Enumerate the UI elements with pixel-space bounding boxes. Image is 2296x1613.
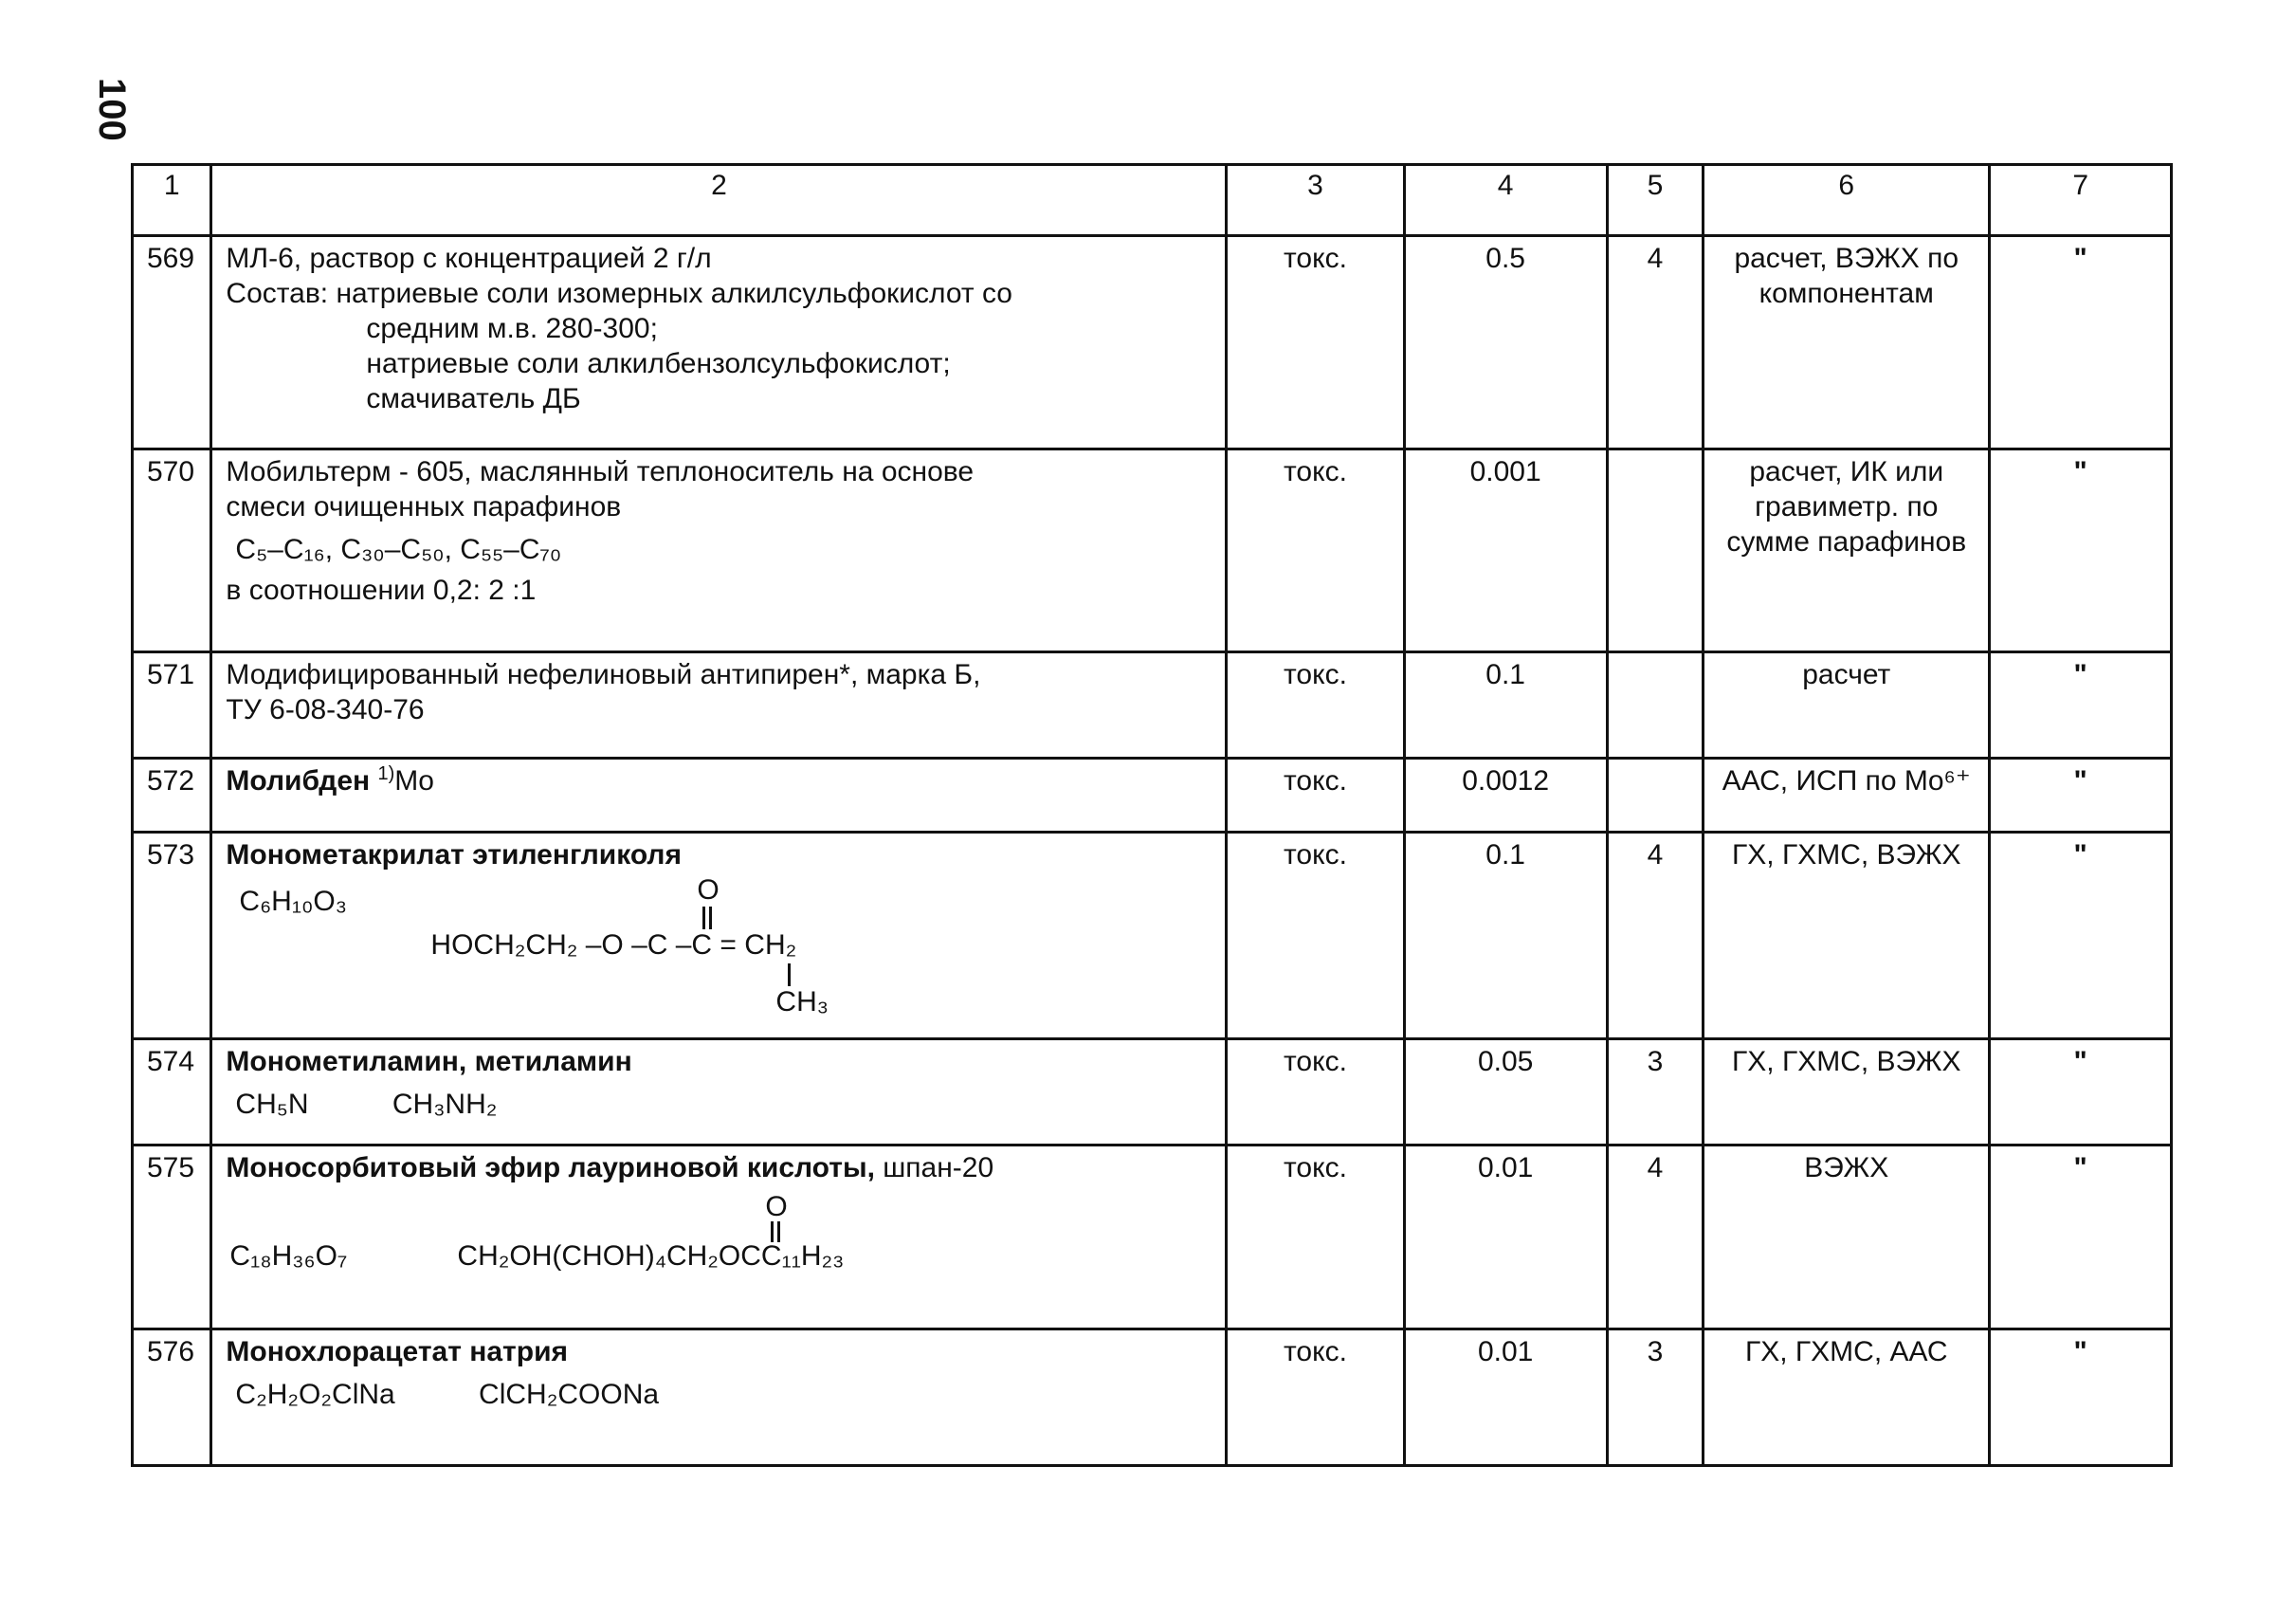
limit-value-cell: 0.1 bbox=[1404, 833, 1607, 1039]
column-header: 6 bbox=[1704, 165, 1990, 236]
note-cell: " bbox=[1990, 833, 2172, 1039]
column-header: 4 bbox=[1404, 165, 1607, 236]
substance-cell bbox=[211, 1146, 1227, 1329]
hazard-class-cell bbox=[1607, 759, 1703, 833]
substance-name-rest: шпан-20 bbox=[874, 1152, 994, 1183]
hazard-class-cell: 4 bbox=[1607, 236, 1703, 449]
table-row bbox=[133, 652, 2172, 759]
limit-value-cell: 0.5 bbox=[1404, 236, 1607, 449]
structural-formula bbox=[226, 872, 1212, 1017]
row-number: 570 bbox=[133, 449, 211, 652]
substance-cell bbox=[211, 1329, 1227, 1466]
column-header: 1 bbox=[133, 165, 211, 236]
molecular-formula: C₂H₂O₂ClNa bbox=[235, 1379, 395, 1410]
table-row bbox=[133, 759, 2172, 833]
note-cell: " bbox=[1990, 236, 2172, 449]
table-row bbox=[133, 1329, 2172, 1466]
toxicity-cell: токс. bbox=[1227, 1039, 1404, 1146]
toxicity-cell: токс. bbox=[1227, 1329, 1404, 1466]
hazard-class-cell: 4 bbox=[1607, 833, 1703, 1039]
ratio-text: в соотношении 0,2: 2 :1 bbox=[226, 575, 537, 606]
note-cell: " bbox=[1990, 1039, 2172, 1146]
note-cell: " bbox=[1990, 759, 2172, 833]
row-number: 576 bbox=[133, 1329, 211, 1466]
structural-formula bbox=[226, 1185, 1212, 1290]
substance-name: Молибден bbox=[226, 765, 371, 797]
carbonyl-oxygen: O bbox=[697, 874, 720, 906]
structural-formula: CH₃NH₂ bbox=[392, 1089, 498, 1120]
page-number: 100 bbox=[91, 78, 133, 141]
limit-value-cell: 0.05 bbox=[1404, 1039, 1607, 1146]
substance-cell bbox=[211, 833, 1227, 1039]
toxicity-cell: токс. bbox=[1227, 1146, 1404, 1329]
note-cell: " bbox=[1990, 652, 2172, 759]
methyl-group: CH₃ bbox=[775, 986, 829, 1017]
toxicity-cell: токс. bbox=[1227, 833, 1404, 1039]
substance-name-cont: ТУ 6-08-340-76 bbox=[226, 694, 425, 725]
toxicity-cell: токс. bbox=[1227, 449, 1404, 652]
composition-line: смачиватель ДБ bbox=[366, 383, 581, 414]
substance-cell bbox=[211, 652, 1227, 759]
element-symbol: Mo bbox=[394, 765, 434, 797]
note-cell: " bbox=[1990, 449, 2172, 652]
column-header: 2 bbox=[211, 165, 1227, 236]
molecular-formula: C₁₈H₃₆O₇ bbox=[229, 1240, 348, 1272]
row-number: 571 bbox=[133, 652, 211, 759]
method-cell: ГХ, ГХМС, ААС bbox=[1704, 1329, 1990, 1466]
composition-line: средним м.в. 280-300; bbox=[366, 313, 658, 344]
row-number: 569 bbox=[133, 236, 211, 449]
formula: C₅–C₁₆, C₃₀–C₅₀, C₅₅–C₇₀ bbox=[235, 534, 562, 565]
hazard-class-cell: 4 bbox=[1607, 1146, 1703, 1329]
limit-value-cell: 0.1 bbox=[1404, 652, 1607, 759]
table-row bbox=[133, 833, 2172, 1039]
formula-chain: CH₂OH(CHOH)₄CH₂OCC₁₁H₂₃ bbox=[457, 1240, 845, 1272]
column-header: 5 bbox=[1607, 165, 1703, 236]
substance-name: Монометиламин, метиламин bbox=[226, 1046, 632, 1077]
method-cell: ГХ, ГХМС, ВЭЖХ bbox=[1704, 833, 1990, 1039]
note-cell: " bbox=[1990, 1329, 2172, 1466]
note-cell: " bbox=[1990, 1146, 2172, 1329]
footnote-marker: 1) bbox=[377, 763, 395, 784]
hazard-class-cell bbox=[1607, 652, 1703, 759]
method-cell: расчет, ВЭЖХ по компонентам bbox=[1704, 236, 1990, 449]
molecular-formula: C₆H₁₀O₃ bbox=[239, 886, 347, 917]
limit-value-cell: 0.001 bbox=[1404, 449, 1607, 652]
row-number: 572 bbox=[133, 759, 211, 833]
row-number: 573 bbox=[133, 833, 211, 1039]
row-number: 575 bbox=[133, 1146, 211, 1329]
table-row bbox=[133, 449, 2172, 652]
formula-chain: HOCH₂CH₂ –O –C –C = CH₂ bbox=[430, 929, 797, 961]
composition-line: натриевые соли алкилбензолсульфокислот; bbox=[366, 348, 951, 379]
carbonyl-oxygen: O bbox=[765, 1191, 788, 1222]
formula-line bbox=[226, 1377, 1212, 1412]
substance-name: МЛ-6, раствор с концентрацией 2 г/л bbox=[226, 243, 712, 274]
limit-value-cell: 0.0012 bbox=[1404, 759, 1607, 833]
column-header: 3 bbox=[1227, 165, 1404, 236]
structural-formula: ClCH₂COONa bbox=[479, 1379, 660, 1410]
substance-name: Модифицированный нефелиновый антипирен*, марка Б, bbox=[226, 659, 981, 690]
single-bond bbox=[788, 963, 791, 986]
method-cell: ААС, ИСП по Mo⁶⁺ bbox=[1704, 759, 1990, 833]
toxicity-cell: токс. bbox=[1227, 236, 1404, 449]
method-cell: расчет, ИК или гравиметр. по сумме парафинов bbox=[1704, 449, 1990, 652]
substance-cell bbox=[211, 236, 1227, 449]
substance-cell bbox=[211, 759, 1227, 833]
toxicity-cell: токс. bbox=[1227, 759, 1404, 833]
method-cell: ВЭЖХ bbox=[1704, 1146, 1990, 1329]
table-row bbox=[133, 1146, 2172, 1329]
substance-cell bbox=[211, 1039, 1227, 1146]
hazard-class-cell: 3 bbox=[1607, 1329, 1703, 1466]
substance-name: Монохлорацетат натрия bbox=[226, 1336, 569, 1367]
table-row bbox=[133, 1039, 2172, 1146]
limit-value-cell: 0.01 bbox=[1404, 1329, 1607, 1466]
substance-name: Монометакрилат этиленгликоля bbox=[226, 839, 682, 871]
toxicity-cell: токс. bbox=[1227, 652, 1404, 759]
substance-name: Мобильтерм - 605, маслянный теплоноситель на основе bbox=[226, 456, 975, 487]
substance-name-cont: смеси очищенных парафинов bbox=[226, 491, 622, 522]
table-row bbox=[133, 236, 2172, 449]
formula-line bbox=[226, 1087, 1212, 1122]
substance-name: Моносорбитовый эфир лауриновой кислоты, bbox=[226, 1152, 875, 1183]
composition-line: Состав: натриевые соли изомерных алкилсульфокислот со bbox=[226, 278, 1012, 309]
row-number: 574 bbox=[133, 1039, 211, 1146]
double-bond bbox=[702, 907, 712, 929]
substances-table bbox=[131, 163, 2173, 1467]
molecular-formula: CH₅N bbox=[235, 1089, 309, 1120]
hazard-class-cell bbox=[1607, 449, 1703, 652]
header-row bbox=[133, 165, 2172, 236]
hazard-class-cell: 3 bbox=[1607, 1039, 1703, 1146]
method-cell: ГХ, ГХМС, ВЭЖХ bbox=[1704, 1039, 1990, 1146]
method-cell: расчет bbox=[1704, 652, 1990, 759]
substance-cell bbox=[211, 449, 1227, 652]
limit-value-cell: 0.01 bbox=[1404, 1146, 1607, 1329]
column-header: 7 bbox=[1990, 165, 2172, 236]
